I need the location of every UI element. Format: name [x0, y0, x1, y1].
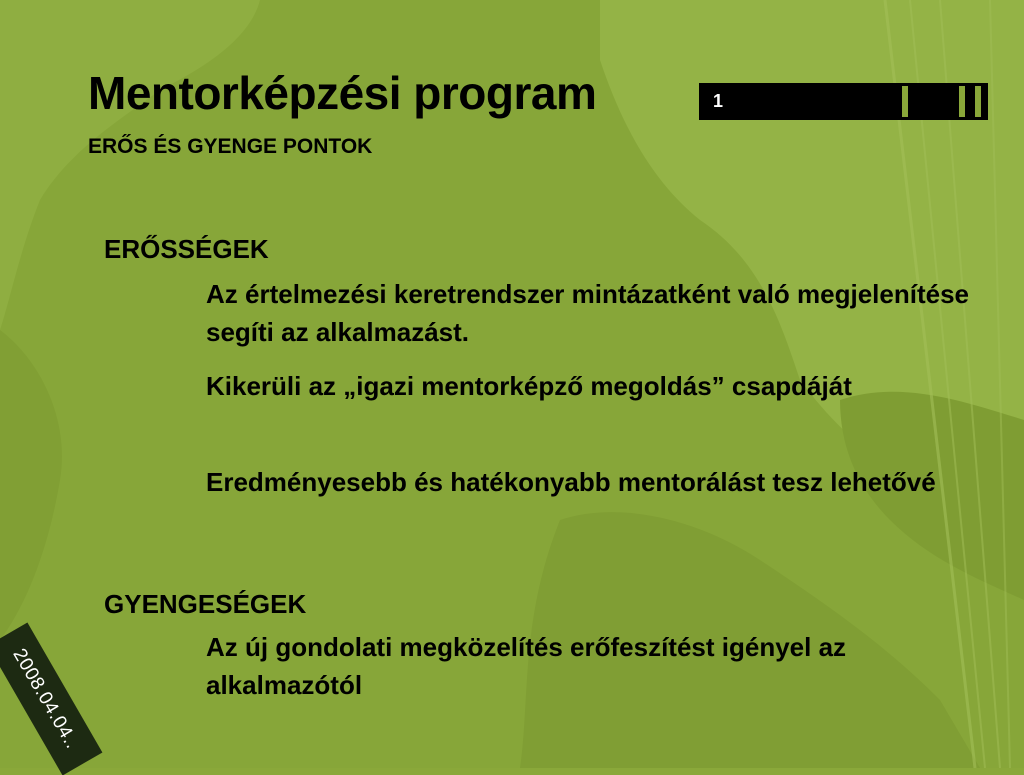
- slide-subtitle: ERŐS ÉS GYENGE PONTOK: [88, 135, 373, 158]
- strength-item: Eredményesebb és hatékonyabb mentorálást tesz lehetővé: [206, 467, 936, 497]
- weaknesses-heading: GYENGESÉGEK: [104, 589, 307, 619]
- strengths-heading: ERŐSSÉGEK: [104, 234, 269, 264]
- weakness-item: Az új gondolati megközelítés erőfeszítést igényel az alkalmazótól: [206, 632, 847, 700]
- bar-divider: [959, 86, 965, 117]
- strength-item: Kikerüli az „igazi mentorképző megoldás” csapdáját: [206, 371, 852, 401]
- page-number: 1: [713, 91, 724, 111]
- slide-date: 2008.04.04..: [8, 645, 83, 753]
- bar-divider: [902, 86, 908, 117]
- strength-item: Az értelmezési keretrendszer mintázatként való megjelenítése segíti az alkalmazást.: [206, 279, 969, 347]
- page-number-bar: [699, 83, 988, 120]
- slide-title: Mentorképzési program: [88, 67, 597, 119]
- bar-divider: [975, 86, 981, 117]
